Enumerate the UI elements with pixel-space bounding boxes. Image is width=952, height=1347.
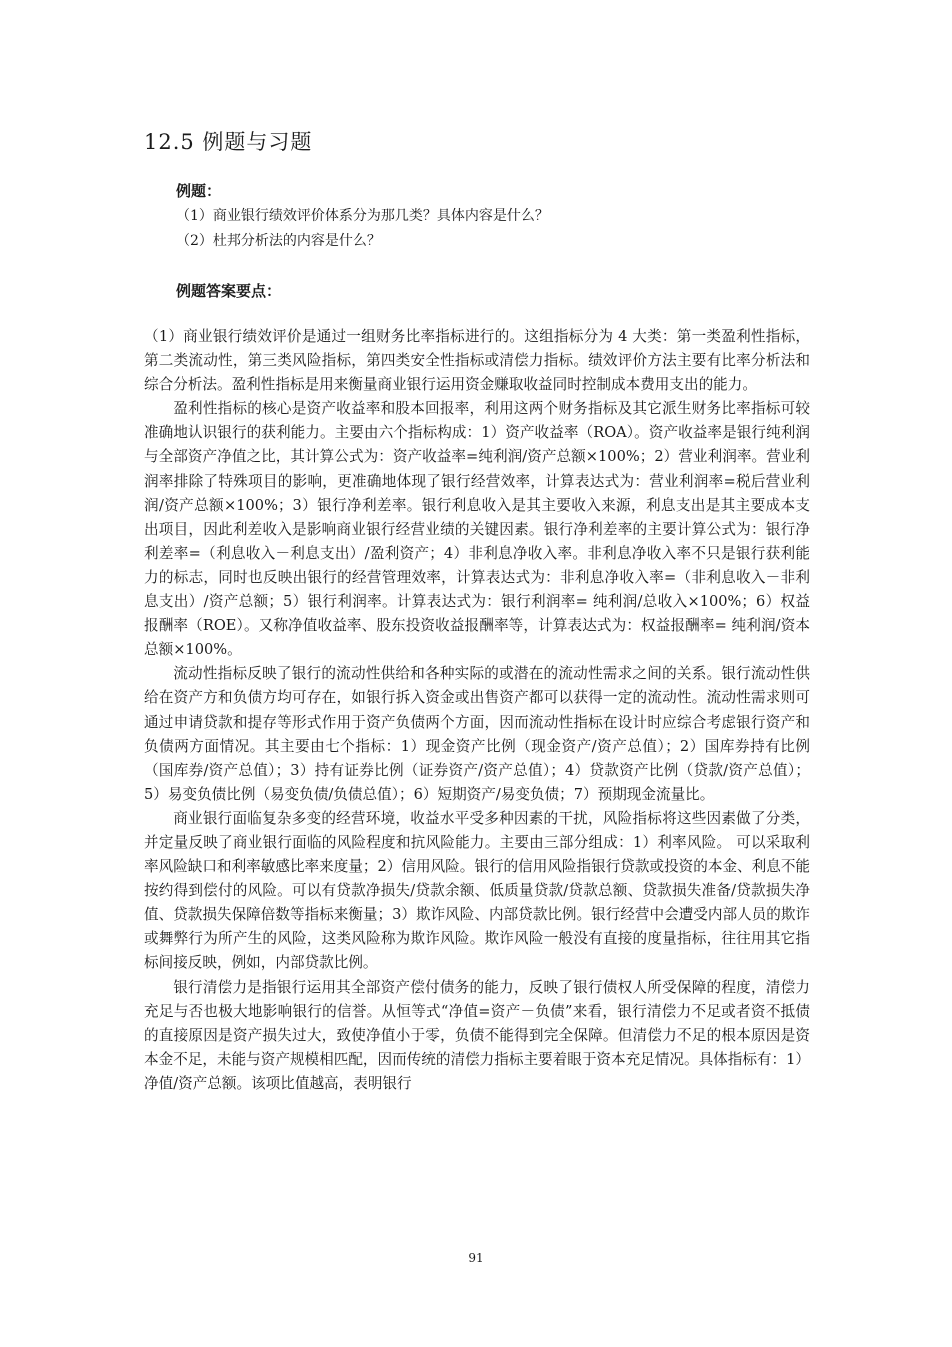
question-item: （1）商业银行绩效评价体系分为那几类？具体内容是什么？ [176, 208, 549, 224]
answer-label: 例题答案要点： [176, 282, 282, 300]
page-number: 91 [468, 1251, 484, 1265]
paragraph: 银行清偿力是指银行运用其全部资产偿付债务的能力，反映了银行债权人所受保障的程度，清偿力充足与否也极大地影响银行的信誉。从恒等式“净值=资产－负债”来看，银行清偿力不足或者资不抵债的直接原因是资产损失过大，致使净值小于零，负债不能得到完全保障。但清偿力不足的根本原因是资本金不足，未能与资产规模相匹配，因而传统的清偿力指标主要着眼于资本充足情况。具体指标有：1）净值/资产总额。该项比值越高，表明银行 [144, 978, 811, 1092]
example-label: 例题： [176, 182, 222, 200]
paragraph: 盈利性指标的核心是资产收益率和股本回报率，利用这两个财务指标及其它派生财务比率指标可较准确地认识银行的获利能力。主要由六个指标构成：1）资产收益率（ROA）。资产收益率是银行纯利润与全部资产净值之比，其计算公式为：资产收益率=纯利润/资产总额×100%；2）营业利润率。营业利润率排除了特殊项目的影响，更准确地体现了银行经营效率，计算表达式为：营业利润率=税后营业利润/资产总额×100%；3）银行净利差率。银行利息收入是其主要收入来源，利息支出是其主要成本支出项目，因此利差收入是影响商业银行经营业绩的关键因素。银行净利差率的主要计算公式为：银行净利差率=（利息收入－利息支出）/盈利资产；4）非利息净收入率。非利息净收入率不只是银行获利能力的标志，同时也反映出银行的经营管理效率，计算表达式为：非利息净收入率=（非利息收入－非利息支出）/资产总额；5）银行利润率。计算表达式为：银行利润率= 纯利润/总收入×100%；6）权益报酬率（ROE）。又称净值收益率、股东投资收益报酬率等，计算表达式为：权益报酬率= 纯利润/资本总额×100%。 [144, 400, 810, 659]
answer-body [144, 325, 810, 1096]
paragraph: 流动性指标反映了银行的流动性供给和各种实际的或潜在的流动性需求之间的关系。银行流动性供给在资产方和负债方均可存在，如银行拆入资金或出售资产都可以获得一定的流动性。流动性需求则可通过申请贷款和提存等形式作用于资产负债两个方面，因而流动性指标在设计时应综合考虑银行资产和负债两方面情况。其主要由七个指标：1）现金资产比例（现金资产/资产总值）；2）国库券持有比例（国库券/资产总值）；3）持有证券比例（证券资产/资产总值）；4）贷款资产比例（贷款/资产总值）；5）易变负债比例（易变负债/负债总值）；6）短期资产/易变负债；7）预期现金流量比。 [144, 665, 810, 803]
paragraph: 商业银行面临复杂多变的经营环境，收益水平受多种因素的干扰，风险指标将这些因素做了分类，并定量反映了商业银行面临的风险程度和抗风险能力。主要由三部分组成：1）利率风险。 可以采取利率风险缺口和利率敏感比率来度量；2）信用风险。银行的信用风险指银行贷款或投资的本金、利息不能按约得到偿付的风险。可以有贷款净损失/贷款余额、低质量贷款/贷款总额、贷款损失准备/贷款损失净值、贷款损失保障倍数等指标来衡量；3）欺诈风险、内部贷款比例。银行经营中会遭受内部人员的欺诈或舞弊行为所产生的风险，这类风险称为欺诈风险。欺诈风险一般没有直接的度量指标，往往用其它指标间接反映，例如，内部贷款比例。 [144, 809, 811, 972]
question-item: （2）杜邦分析法的内容是什么？ [176, 233, 381, 249]
paragraph: （1）商业银行绩效评价是通过一组财务比率指标进行的。这组指标分为 4 大类：第一类盈利性指标，第二类流动性，第三类风险指标，第四类安全性指标或清偿力指标。绩效评价方法主要有比率分析法和综合分析法。盈利性指标是用来衡量商业银行运用资金赚取收益同时控制成本费用支出的能力。 [144, 328, 810, 394]
section-title: 12.5 例题与习题 [144, 130, 313, 154]
question-list [176, 204, 549, 254]
